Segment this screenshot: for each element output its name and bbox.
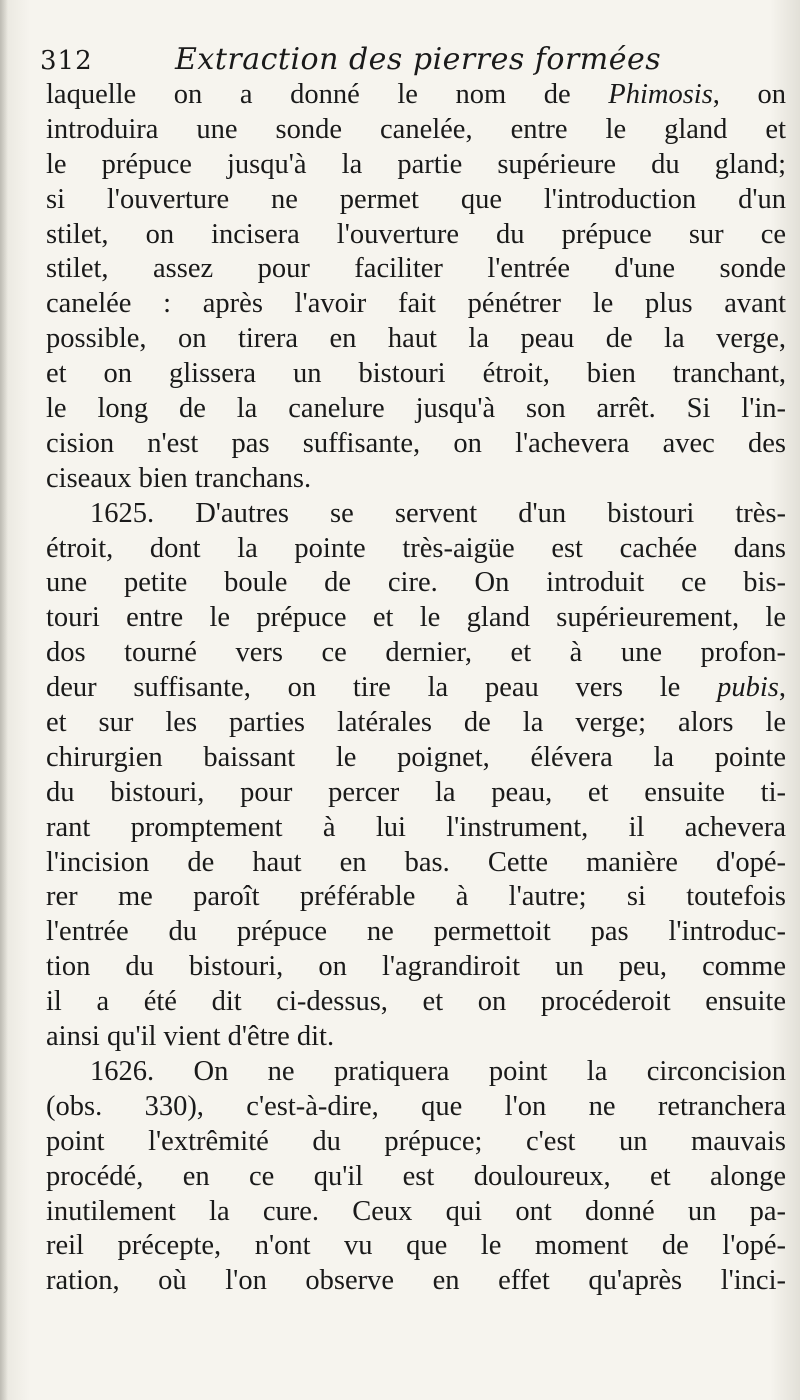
text-line: ainsi qu'il vient d'être dit. — [46, 1021, 335, 1053]
text-line: deur suffisante, on tire la peau vers le pubis, — [46, 672, 786, 704]
text-line: rant promptement à lui l'instrument, il achevera — [46, 811, 786, 843]
text-line: dos tourné vers ce dernier, et à une profon- — [46, 637, 786, 669]
page-header — [40, 42, 780, 82]
text-line: et sur les parties latérales de la verge; alors le — [46, 707, 786, 739]
text-line: tion du bistouri, on l'agrandiroit un peu, comme — [46, 951, 786, 983]
text-line: laquelle on a donné le nom de Phimosis, on — [46, 79, 787, 110]
page-number: 312 — [40, 46, 93, 76]
text-line: cision n'est pas suffisante, on l'achevera avec des — [46, 427, 786, 459]
text-line: l'incision de haut en bas. Cette manière d'opé- — [46, 846, 786, 878]
paragraph-1625-start: 1625. D'autres se servent d'un bistouri très- — [90, 497, 786, 529]
text-line: stilet, assez pour faciliter l'entrée d'une sonde — [46, 253, 786, 285]
text-line: touri entre le prépuce et le gland supérieurement, le — [46, 602, 786, 634]
text-line: étroit, dont la pointe très-aigüe est cachée dans — [46, 532, 786, 564]
text-line: rer me paroît préférable à l'autre; si toutefois — [46, 881, 786, 913]
text-line: si l'ouverture ne permet que l'introduction d'un — [46, 183, 786, 215]
text-line: introduira une sonde canelée, entre le gland et — [46, 113, 786, 145]
text-line: il a été dit ci-dessus, et on procéderoit ensuite — [46, 986, 786, 1018]
text-line: (obs. 330), c'est-à-dire, que l'on ne retranchera — [46, 1090, 786, 1122]
text-line: l'entrée du prépuce ne permettoit pas l'introduc- — [46, 916, 786, 948]
text-line: point l'extrêmité du prépuce; c'est un mauvais — [46, 1125, 786, 1157]
italic-term: Phimosis — [608, 79, 713, 110]
text-line: le long de la canelure jusqu'à son arrêt. Si l'in- — [46, 393, 786, 425]
running-head: Extraction des pierres formées — [175, 42, 662, 77]
paragraph-1626-start: 1626. On ne pratiquera point la circoncision — [90, 1055, 786, 1087]
text-line: canelée : après l'avoir fait pénétrer le plus avant — [46, 288, 786, 320]
text-line: le prépuce jusqu'à la partie supérieure du gland; — [46, 148, 786, 180]
text-line: inutilement la cure. Ceux qui ont donné un pa- — [46, 1195, 786, 1227]
text-line: stilet, on incisera l'ouverture du prépuce sur ce — [46, 218, 786, 250]
text-line: ciseaux bien tranchans. — [46, 462, 312, 494]
italic-term: pubis — [717, 672, 779, 704]
text-line: une petite boule de cire. On introduit ce bis- — [46, 567, 786, 599]
text-line: procédé, en ce qu'il est douloureux, et alonge — [46, 1160, 786, 1192]
text-line: du bistouri, pour percer la peau, et ensuite ti- — [46, 776, 786, 808]
text-line: possible, on tirera en haut la peau de la verge, — [46, 323, 786, 355]
text-line: et on glissera un bistouri étroit, bien tranchant, — [46, 358, 786, 390]
page-gutter-shadow — [0, 0, 8, 1400]
text-line: ration, où l'on observe en effet qu'après l'inci- — [46, 1265, 786, 1297]
body-text — [46, 78, 786, 1299]
text-line: chirurgien baissant le poignet, élévera la pointe — [46, 741, 786, 773]
text-line: reil précepte, n'ont vu que le moment de l'opé- — [46, 1230, 786, 1262]
